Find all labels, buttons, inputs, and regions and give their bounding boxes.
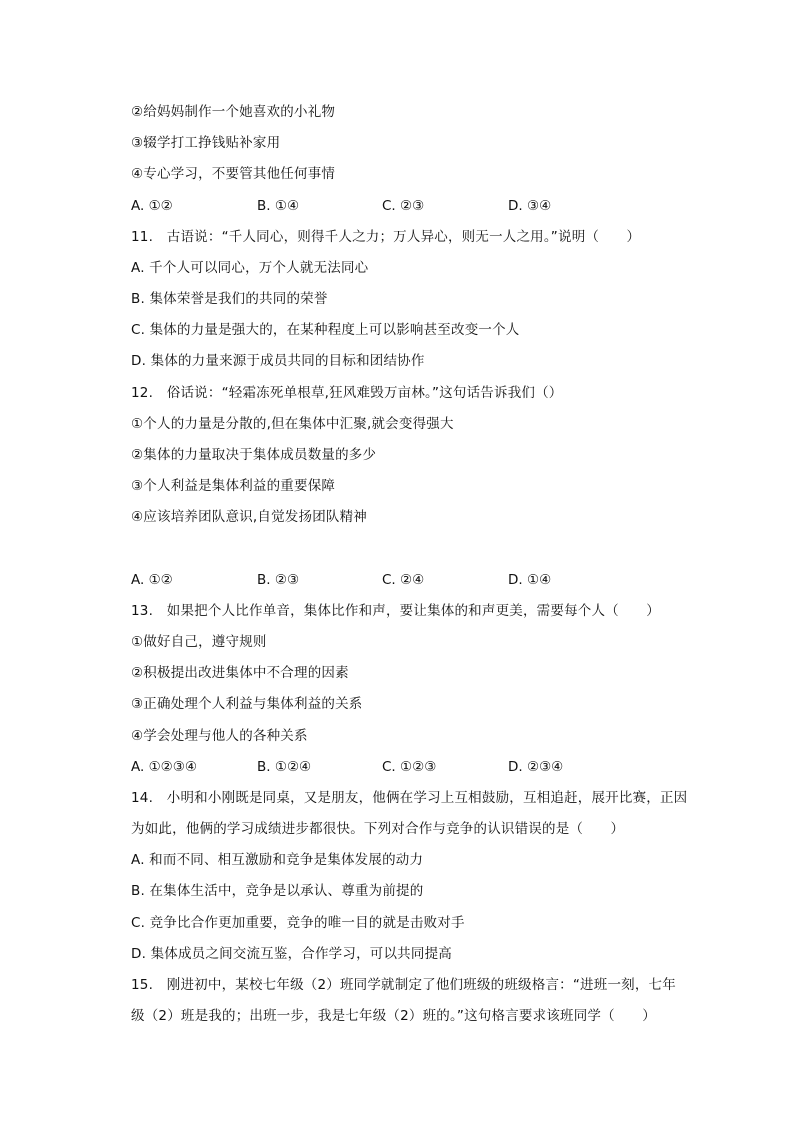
q12-statement-1: ①个人的力量是分散的,但在集体中汇聚,就会变得强大	[131, 416, 454, 432]
question-11: 11. 古语说：“千人同心，则得千人之力；万人异心，则无一人之用。”说明（ ）	[131, 229, 641, 245]
question-12: 12. 俗话说：“轻霜冻死单根草,狂风难毁万亩林。”这句话告诉我们（）	[131, 385, 563, 401]
q11-option-b: B. 集体荣誉是我们的共同的荣誉	[131, 291, 328, 307]
option-d: D. ③④	[508, 198, 552, 214]
option-c: C. ②④	[382, 572, 425, 588]
question-15-line-2: 级（2）班是我的；出班一步，我是七年级（2）班的。”这句格言要求该班同学（ ）	[131, 1008, 656, 1024]
option-a: A. ①②③④	[131, 759, 197, 775]
q11-option-d: D. 集体的力量来源于成员共同的目标和团结协作	[131, 353, 425, 369]
q12-statement-3: ③个人利益是集体利益的重要保障	[131, 478, 336, 494]
q14-option-b: B. 在集体生活中，竞争是以承认、尊重为前提的	[131, 883, 424, 899]
q11-option-a: A. 千个人可以同心，万个人就无法同心	[131, 260, 369, 276]
option-c: C. ①②③	[382, 759, 437, 775]
option-b: B. ①④	[257, 198, 300, 214]
q13-statement-3: ③正确处理个人利益与集体利益的关系	[131, 696, 363, 712]
statement-3: ③辍学打工挣钱贴补家用	[131, 135, 281, 151]
q14-option-c: C. 竞争比合作更加重要，竞争的唯一目的就是击败对手	[131, 915, 465, 931]
q13-statement-2: ②积极提出改进集体中不合理的因素	[131, 665, 349, 681]
statement-2: ②给妈妈制作一个她喜欢的小礼物	[131, 104, 336, 120]
question-14-line-2: 为如此，他俩的学习成绩进步都很快。下列对合作与竞争的认识错误的是（ ）	[131, 821, 625, 837]
q14-option-d: D. 集体成员之间交流互鉴，合作学习，可以共同提高	[131, 946, 452, 962]
option-a: A. ①②	[131, 198, 173, 214]
question-15-line-1: 15. 刚进初中，某校七年级（2）班同学就制定了他们班级的班级格言：“进班一刻，七年	[131, 977, 676, 993]
q12-statement-4: ④应该培养团队意识,自觉发扬团队精神	[131, 509, 367, 525]
option-d: D. ②③④	[508, 759, 564, 775]
option-c: C. ②③	[382, 198, 425, 214]
q14-option-a: A. 和而不同、相互激励和竞争是集体发展的动力	[131, 852, 424, 868]
statement-4: ④专心学习，不要管其他任何事情	[131, 166, 336, 182]
option-b: B. ②③	[257, 572, 300, 588]
question-13: 13. 如果把个人比作单音，集体比作和声，要让集体的和声更美，需要每个人（ ）	[131, 603, 660, 619]
option-a: A. ①②	[131, 572, 173, 588]
q13-statement-4: ④学会处理与他人的各种关系	[131, 728, 308, 744]
q12-statement-2: ②集体的力量取决于集体成员数量的多少	[131, 447, 377, 463]
option-b: B. ①②④	[257, 759, 312, 775]
q13-statement-1: ①做好自己，遵守规则	[131, 634, 267, 650]
q11-option-c: C. 集体的力量是强大的，在某种程度上可以影响甚至改变一个人	[131, 322, 520, 338]
option-d: D. ①④	[508, 572, 552, 588]
question-14-line-1: 14. 小明和小刚既是同桌，又是朋友，他俩在学习上互相鼓励，互相追赶，展开比赛，正因	[131, 790, 688, 806]
